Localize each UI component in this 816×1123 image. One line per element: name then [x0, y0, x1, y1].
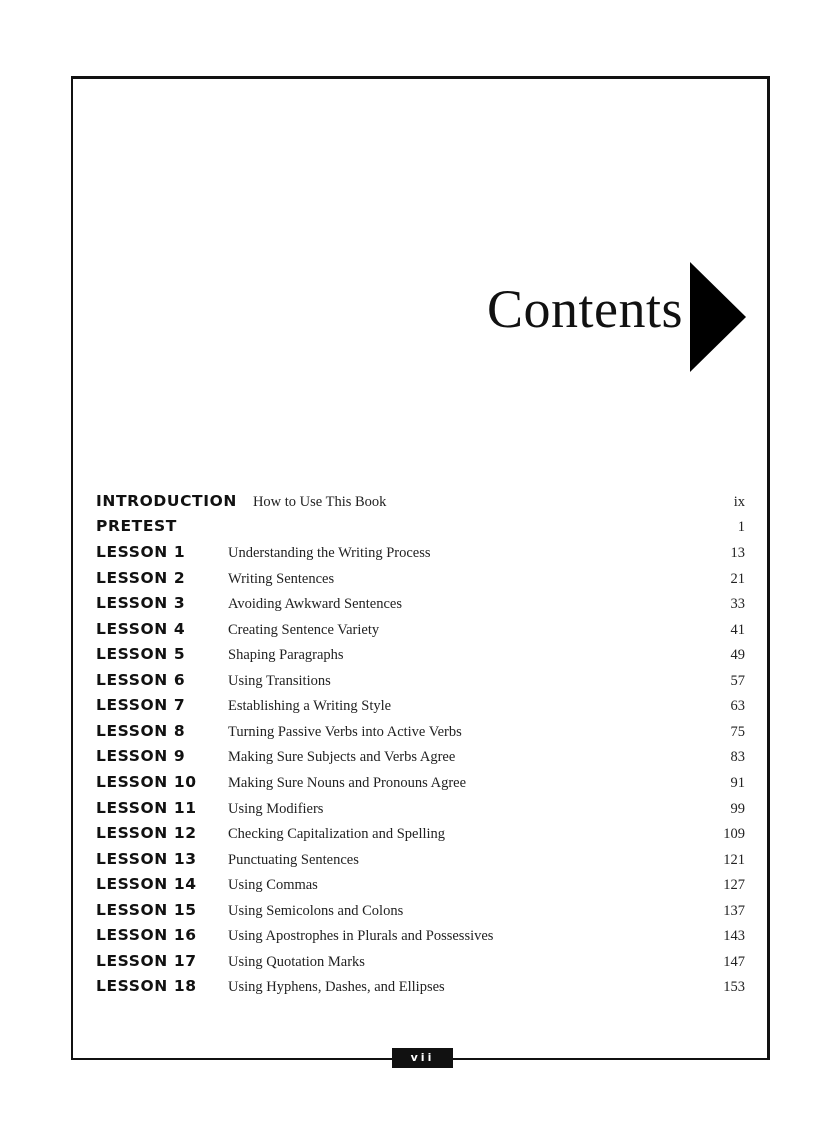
entry-page-number: 153: [723, 979, 745, 996]
toc-entry-pretest[interactable]: [96, 517, 745, 541]
entry-label: LESSON 6: [96, 670, 186, 689]
entry-title: Creating Sentence Variety: [228, 621, 380, 638]
entry-title: Turning Passive Verbs into Active Verbs: [228, 723, 462, 740]
toc-entry-lesson-10[interactable]: [96, 773, 745, 797]
entry-title: Using Hyphens, Dashes, and Ellipses: [228, 979, 445, 996]
entry-page-number: 143: [723, 928, 745, 945]
entry-label: LESSON 16: [96, 926, 197, 945]
entry-page-number: 91: [730, 775, 745, 791]
page-title: Contents: [486, 279, 683, 339]
entry-title: How to Use This Book: [252, 494, 387, 510]
entry-label: LESSON 1: [96, 543, 186, 561]
entry-page-number: 137: [723, 902, 745, 919]
entry-label: LESSON 2: [96, 568, 186, 587]
entry-page-number: ix: [733, 494, 745, 510]
entry-label: LESSON 11: [96, 798, 197, 817]
entry-title: Avoiding Awkward Sentences: [228, 596, 402, 613]
entry-page-number: 21: [730, 570, 745, 587]
entry-title: Making Sure Subjects and Verbs Agree: [228, 749, 456, 766]
entry-label: LESSON 10: [96, 773, 197, 791]
entry-page-number: 75: [730, 723, 745, 740]
entry-label: INTRODUCTION: [96, 492, 237, 510]
entry-label: LESSON 13: [96, 849, 197, 868]
entry-title: Punctuating Sentences: [228, 851, 359, 868]
toc-entry-lesson-14[interactable]: [96, 875, 745, 899]
entry-page-number: 41: [730, 621, 745, 638]
entry-label: LESSON 14: [96, 875, 197, 894]
entry-page-number: 109: [723, 826, 745, 842]
toc-entry-lesson-12[interactable]: [96, 824, 745, 848]
toc-entry-lesson-17[interactable]: [96, 952, 745, 976]
entry-title: Using Commas: [228, 877, 318, 894]
toc-entry-lesson-5[interactable]: [96, 645, 745, 669]
entry-page-number: 83: [730, 749, 745, 766]
entry-page-number: 121: [723, 851, 745, 868]
entry-title: Using Modifiers: [228, 800, 324, 817]
entry-label: LESSON 15: [96, 900, 197, 919]
entry-page-number: 1: [737, 519, 745, 535]
toc-entry-lesson-3[interactable]: [96, 594, 745, 618]
entry-label: LESSON 7: [96, 696, 186, 715]
toc-entry-lesson-2[interactable]: [96, 569, 745, 593]
toc-entry-lesson-18[interactable]: [96, 977, 745, 1001]
entry-page-number: 63: [730, 698, 745, 715]
entry-title: Understanding the Writing Process: [228, 545, 431, 561]
entry-label: LESSON 3: [96, 594, 186, 613]
entry-label: LESSON 5: [96, 645, 186, 664]
entry-page-number: 127: [723, 877, 745, 894]
toc-entry-lesson-7[interactable]: [96, 696, 745, 720]
page-folio: vii: [392, 1048, 453, 1068]
entry-title: Using Quotation Marks: [228, 953, 365, 970]
entry-page-number: 33: [730, 596, 745, 613]
entry-title: Establishing a Writing Style: [228, 698, 392, 715]
toc-entry-lesson-6[interactable]: [96, 671, 745, 695]
toc-entry-lesson-4[interactable]: [96, 620, 745, 644]
right-triangle-arrow-icon: [690, 262, 746, 372]
entry-title: Shaping Paragraphs: [228, 647, 344, 664]
toc-entry-lesson-9[interactable]: [96, 747, 745, 771]
entry-title: Using Semicolons and Colons: [228, 902, 404, 919]
toc-entry-lesson-13[interactable]: [96, 850, 745, 874]
entry-page-number: 57: [730, 672, 745, 689]
entry-label: PRETEST: [96, 517, 177, 535]
entry-label: LESSON 18: [96, 977, 197, 996]
toc-entry-lesson-1[interactable]: [96, 543, 745, 567]
entry-title: Using Apostrophes in Plurals and Possessives: [228, 928, 494, 945]
toc-entry-lesson-15[interactable]: [96, 901, 745, 925]
toc-entry-lesson-16[interactable]: [96, 926, 745, 950]
toc-entry-lesson-11[interactable]: [96, 799, 745, 823]
entry-title: Writing Sentences: [228, 570, 335, 587]
entry-page-number: 49: [730, 647, 745, 664]
entry-label: LESSON 17: [96, 951, 197, 970]
entry-title: Using Transitions: [228, 672, 331, 689]
toc-entry-introduction[interactable]: [96, 492, 745, 516]
entry-label: LESSON 9: [96, 747, 186, 766]
entry-title: Making Sure Nouns and Pronouns Agree: [228, 775, 467, 791]
entry-label: LESSON 12: [96, 824, 197, 842]
entry-page-number: 147: [723, 953, 745, 970]
toc-entry-lesson-8[interactable]: [96, 722, 745, 746]
entry-label: LESSON 4: [96, 619, 186, 638]
entry-page-number: 13: [730, 545, 745, 561]
entry-page-number: 99: [730, 800, 745, 817]
entry-title: Checking Capitalization and Spelling: [228, 826, 446, 842]
entry-label: LESSON 8: [96, 721, 186, 740]
